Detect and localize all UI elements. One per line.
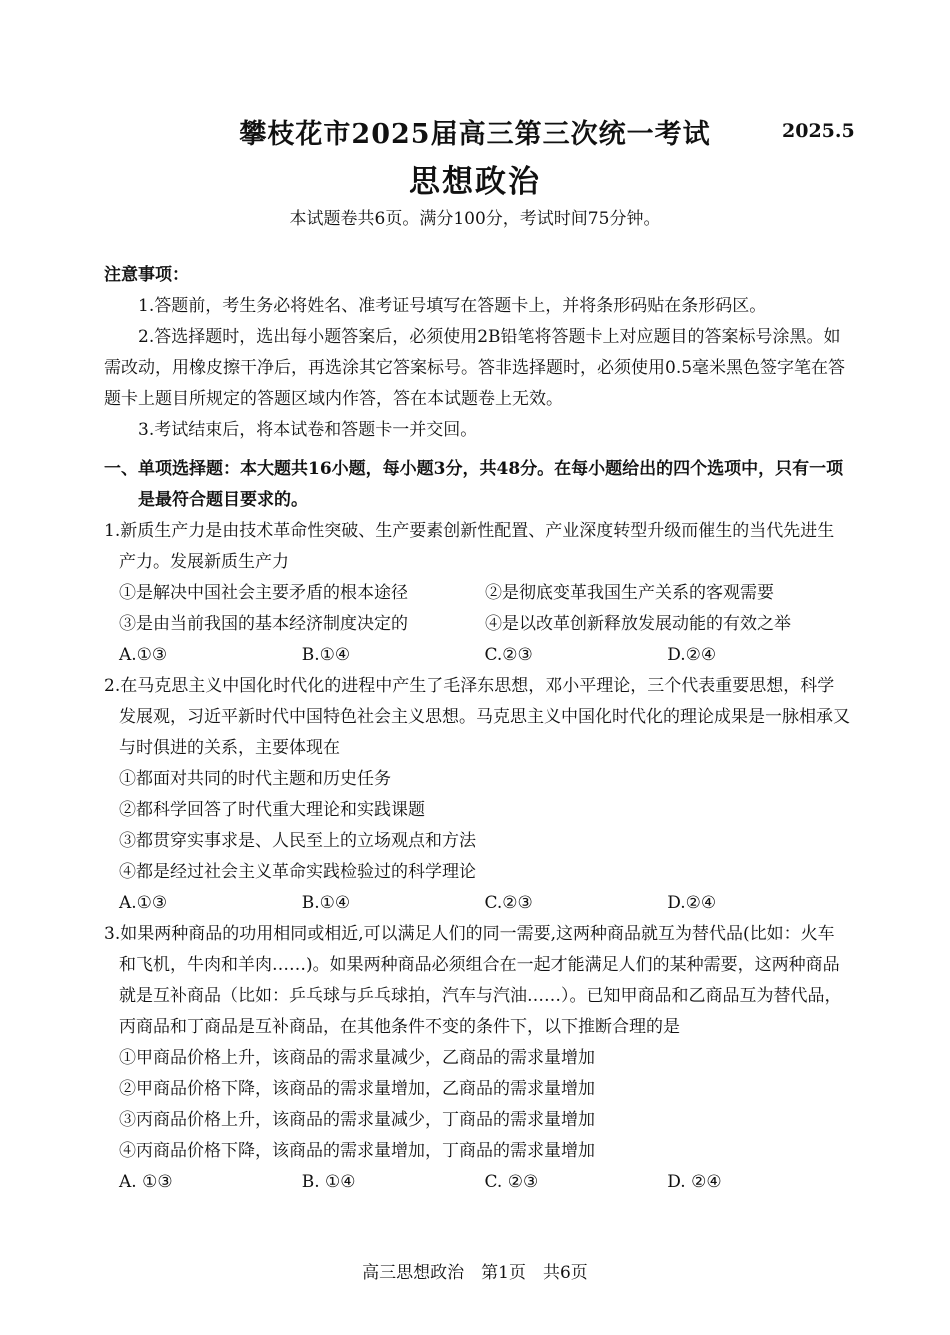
- notice-title: 注意事项：: [104, 265, 189, 285]
- question-2-option: ④都是经过社会主义革命实践检验过的科学理论: [119, 862, 476, 882]
- question-3-answers: [104, 1167, 850, 1198]
- question-3-option: ①甲商品价格上升，该商品的需求量减少，乙商品的需求量增加: [119, 1048, 595, 1068]
- answer-choice: C.②③: [484, 893, 533, 913]
- question-1-option: ③是由当前我国的基本经济制度决定的: [119, 614, 408, 634]
- question-1: [104, 516, 850, 671]
- question-2-option: ①都面对共同的时代主题和历史任务: [119, 769, 391, 789]
- answer-choice: A.①③: [119, 893, 168, 913]
- question-3-stem: 3.如果两种商品的功用相同或相近,可以满足人们的同一需要,这两种商品就互为替代品(比如：火车和飞机，牛肉和羊肉……)。如果两种商品必须组合在一起才能满足人们的某种需要，这两种商品就是互补商品（比如：乒乓球与乒乓球拍，汽车与汽油……）。已知甲商品和乙商品互为替代品，丙商品和丁商品是互补商品，在其他条件不变的条件下，以下推断合理的是: [104, 924, 842, 1037]
- answer-choice: B. ①④: [301, 1172, 356, 1192]
- answer-choice: C.②③: [484, 645, 533, 665]
- answer-choice: D. ②④: [667, 1172, 722, 1192]
- answer-choice: A. ①③: [119, 1172, 173, 1192]
- question-3-option: ②甲商品价格下降，该商品的需求量增加，乙商品的需求量增加: [119, 1079, 595, 1099]
- question-1-answers: [104, 640, 850, 671]
- question-1-option: ①是解决中国社会主要矛盾的根本途径: [119, 583, 408, 603]
- answer-choice: D.②④: [667, 893, 717, 913]
- section-heading: 一、单项选择题：本大题共16小题，每小题3分，共48分。在每小题给出的四个选项中，只有一项是最符合题目要求的。: [104, 459, 844, 510]
- question-2-answers: [104, 888, 850, 919]
- question-3-option: ④丙商品价格下降，该商品的需求量增加，丁商品的需求量增加: [119, 1141, 595, 1161]
- exam-date: 2025.5: [782, 120, 855, 142]
- answer-choice: A.①③: [119, 645, 168, 665]
- answer-choice: B.①④: [301, 645, 351, 665]
- exam-title: 攀枝花市2025届高三第三次统一考试: [239, 119, 711, 150]
- question-3: [104, 919, 850, 1198]
- answer-choice: B.①④: [301, 893, 351, 913]
- question-2-option: ③都贯穿实事求是、人民至上的立场观点和方法: [119, 831, 476, 851]
- question-2: [104, 671, 850, 919]
- notice-item-3: 3.考试结束后，将本试卷和答题卡一并交回。: [138, 420, 478, 440]
- question-1-options-row-1: [104, 578, 850, 609]
- notice-item-2: 2.答选择题时，选出每小题答案后，必须使用2B铅笔将答题卡上对应题目的答案标号涂黑。如需改动，用橡皮擦干净后，再选涂其它答案标号。答非选择题时，必须使用0.5毫米黑色签字笔在答题卡上题目所规定的答题区域内作答，答在本试题卷上无效。: [104, 327, 846, 409]
- subject-title: 思想政治: [409, 164, 541, 200]
- question-1-stem: 1.新质生产力是由技术革命性突破、生产要素创新性配置、产业深度转型升级而催生的当代先进生产力。发展新质生产力: [104, 521, 835, 572]
- question-2-option: ②都科学回答了时代重大理论和实践课题: [119, 800, 425, 820]
- exam-content: [104, 260, 850, 1198]
- answer-choice: C. ②③: [484, 1172, 539, 1192]
- question-1-options-row-2: [104, 609, 850, 640]
- question-1-option: ④是以改革创新释放发展动能的有效之举: [485, 614, 791, 634]
- question-1-option: ②是彻底变革我国生产关系的客观需要: [485, 583, 774, 603]
- exam-info: 本试题卷共6页。满分100分，考试时间75分钟。: [289, 209, 661, 229]
- page-footer: 高三思想政治 第1页 共6页: [362, 1263, 588, 1283]
- question-2-stem: 2.在马克思主义中国化时代化的进程中产生了毛泽东思想，邓小平理论，三个代表重要思想，科学发展观，习近平新时代中国特色社会主义思想。马克思主义中国化时代化的理论成果是一脉相承又与时俱进的关系，主要体现在: [104, 676, 850, 758]
- notice-item-1: 1.答题前，考生务必将姓名、准考证号填写在答题卡上，并将条形码贴在条形码区。: [138, 296, 767, 316]
- question-3-option: ③丙商品价格上升，该商品的需求量减少，丁商品的需求量增加: [119, 1110, 595, 1130]
- answer-choice: D.②④: [667, 645, 717, 665]
